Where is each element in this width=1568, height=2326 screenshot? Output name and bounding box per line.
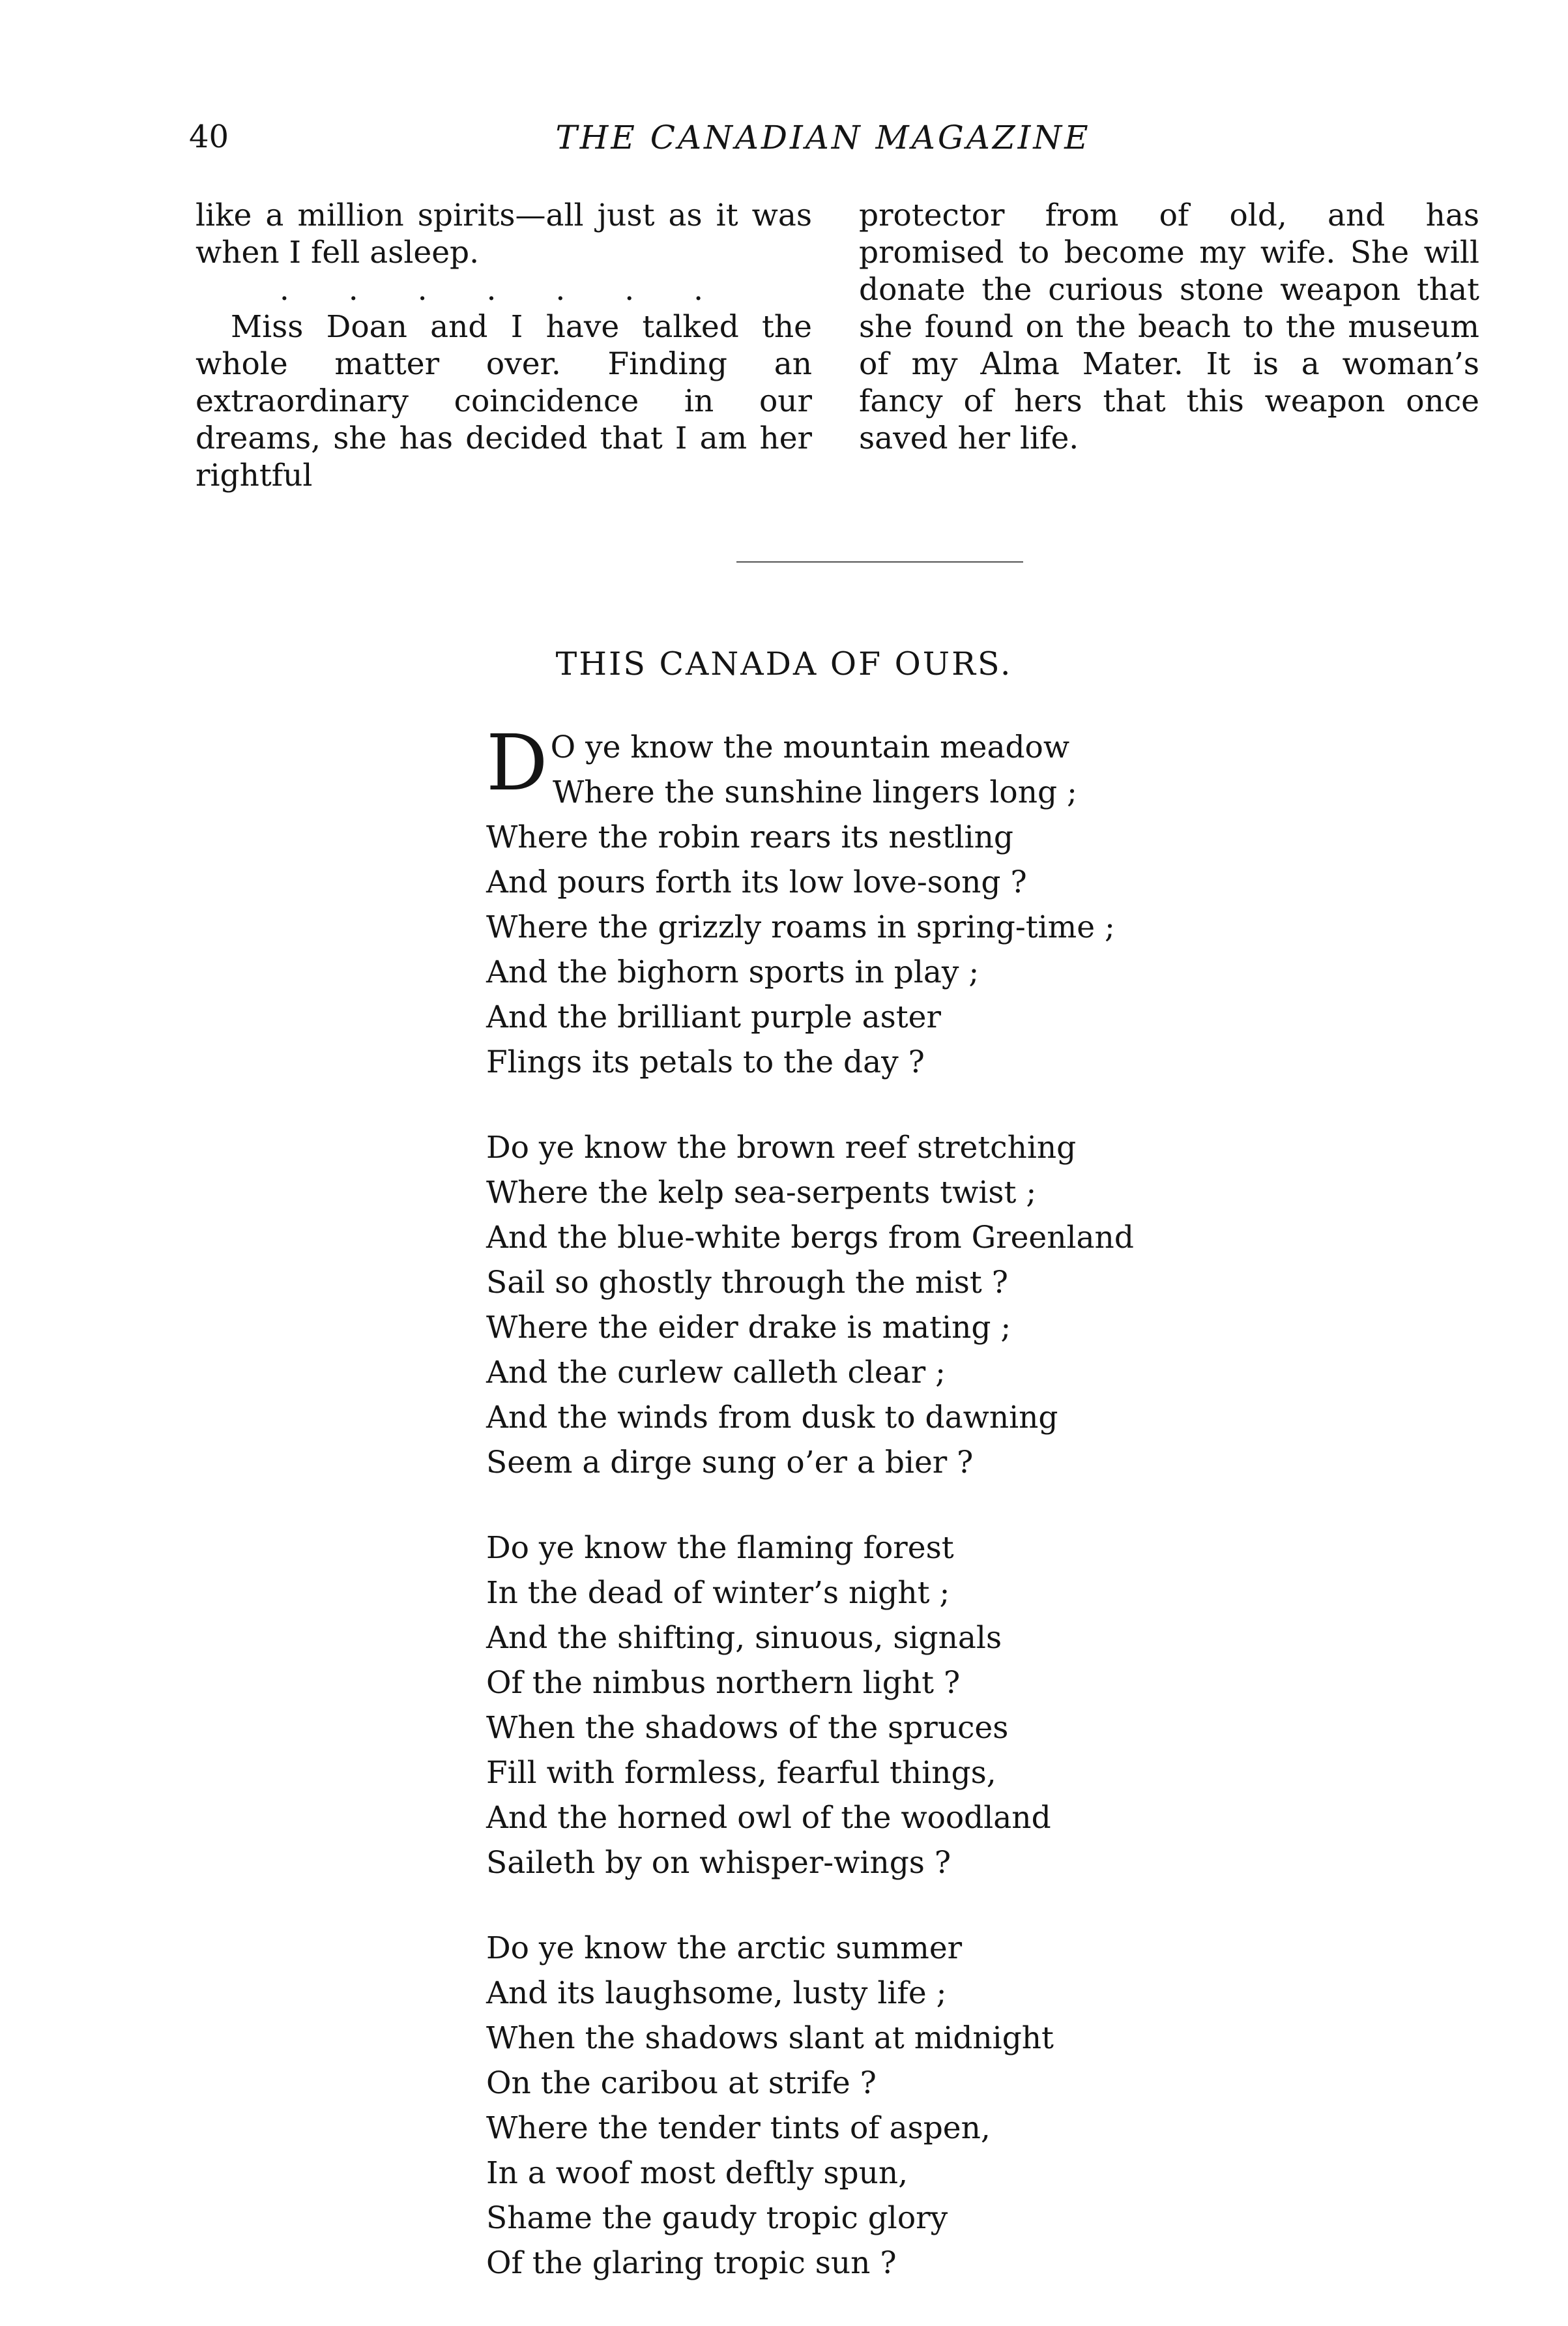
poem-line: Of the nimbus northern light ?: [486, 1665, 961, 1701]
section-divider: [736, 561, 1023, 563]
poem-line: In a woof most deftly spun,: [486, 2155, 908, 2191]
poem-line: And the winds from dusk to dawning: [486, 1400, 1058, 1435]
poem-line: And its laughsome, lusty life ;: [486, 1975, 947, 2011]
poem-title: THIS CANADA OF OURS.: [555, 645, 1013, 683]
poem-line: Where the grizzly roams in spring-time ;: [486, 909, 1115, 945]
poem-line: Flings its petals to the day ?: [486, 1044, 925, 1080]
poem-stanza: [486, 1926, 1412, 2286]
poem-line: Seem a dirge sung o’er a bier ?: [486, 1445, 974, 1480]
prose-column-right: [859, 197, 1479, 457]
poem-line: And the bighorn sports in play ;: [486, 954, 980, 990]
poem-stanza: [486, 1125, 1412, 1485]
poem-line: Of the glaring tropic sun ?: [486, 2245, 897, 2281]
poem-line: Sail so ghostly through the mist ?: [486, 1265, 1008, 1301]
poem-line: Saileth by on whisper-wings ?: [486, 1845, 951, 1881]
poem-line: Do ye know the arctic summer: [486, 1930, 963, 1966]
poem-line: Fill with formless, fearful things,: [486, 1755, 996, 1791]
poem-line: When the shadows slant at midnight: [486, 2020, 1054, 2056]
poem-line: And the brilliant purple aster: [486, 999, 941, 1035]
poem-line: Where the eider drake is mating ;: [486, 1310, 1011, 1346]
prose-column-left: [196, 197, 812, 494]
poem-line: O ye know the mountain meadow: [550, 729, 1070, 765]
poem-line: And the curlew calleth clear ;: [486, 1355, 946, 1391]
poem-line: In the dead of winter’s night ;: [486, 1575, 950, 1611]
poem-line: When the shadows of the spruces: [486, 1710, 1009, 1746]
poem-line: On the caribou at strife ?: [486, 2065, 877, 2101]
poem-line: Where the sunshine lingers long ;: [553, 774, 1077, 810]
poem-line: Where the kelp sea-serpents twist ;: [486, 1175, 1037, 1211]
poem-stanza: [486, 1525, 1412, 1885]
poem-body: [486, 718, 1412, 2326]
prose-paragraph: like a million spirits—all just as it was when I fell asleep.: [196, 198, 812, 271]
page-number: 40: [189, 119, 229, 155]
drop-cap: D: [486, 718, 548, 808]
poem-line: And the shifting, sinuous, signals: [486, 1620, 1002, 1656]
running-title: THE CANADIAN MAGAZINE: [555, 119, 1091, 156]
poem-line: Shame the gaudy tropic glory: [486, 2200, 948, 2236]
poem-opening: [486, 718, 1412, 815]
poem-line: Where the robin rears its nestling: [486, 819, 1013, 855]
poem-stanza: [486, 718, 1412, 1085]
prose-paragraph: Miss Doan and I have talked the whole matter over. Finding an extraordinary coincidence in our dreams, she has decided that I am her rightful: [196, 309, 812, 493]
poem-line: And the blue-white bergs from Greenland: [486, 1220, 1134, 1256]
poem-line: Where the tender tints of aspen,: [486, 2110, 991, 2146]
poem-line: And the horned owl of the woodland: [486, 1800, 1051, 1836]
section-break-dots: . . . . . . .: [279, 272, 729, 308]
prose-paragraph: protector from of old, and has promised to become my wife. She will donate the curious stone weapon that she found on the beach to the museum of my Alma Mater. It is a woman’s fancy of hers that this weapon once saved her life.: [859, 198, 1479, 456]
poem-line: And pours forth its low love-song ?: [486, 864, 1027, 900]
poem-line: Do ye know the flaming forest: [486, 1530, 954, 1566]
poem-line: Do ye know the brown reef stretching: [486, 1130, 1077, 1166]
